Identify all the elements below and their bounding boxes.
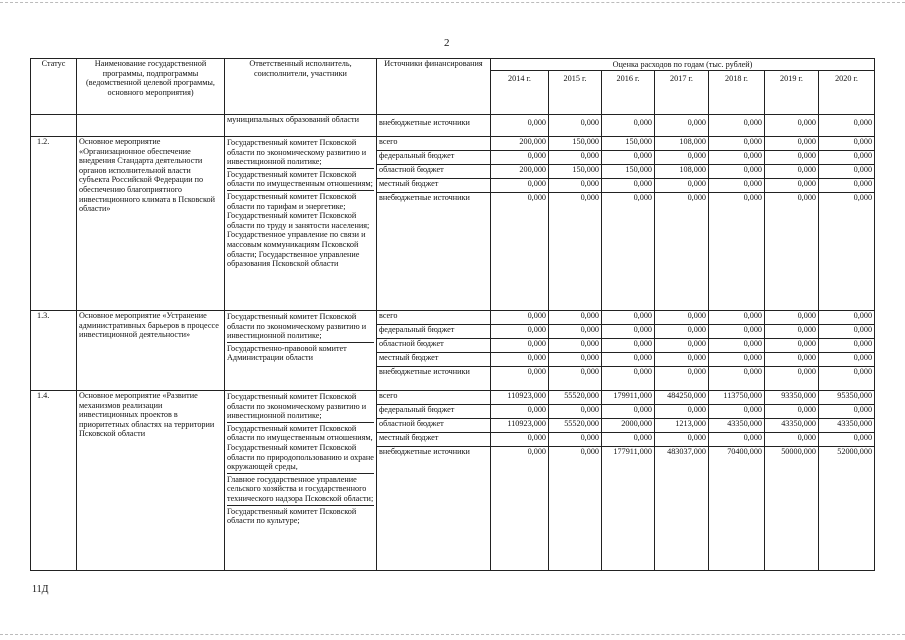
source-cell: внебюджетные источники [377,447,491,571]
value-cell: 200,000 [491,137,549,151]
value-cell: 0,000 [549,339,602,353]
value-cell: 43350,000 [819,419,875,433]
program-name-cell: Основное мероприятие «Развитие механизмов реализации инвестиционных проектов в приоритетных областях на территории Псковской области [77,391,225,571]
value-cell: 0,000 [655,405,709,419]
value-cell: 0,000 [765,367,819,391]
value-cell: 0,000 [765,311,819,325]
executor-entry: Государственный комитет Псковской области по экономическому развитию и инвестиционной политике; [227,391,374,423]
value-cell: 0,000 [602,325,655,339]
value-cell: 55520,000 [549,391,602,405]
value-cell: 0,000 [819,137,875,151]
value-cell: 484250,000 [655,391,709,405]
status-cell: 1.2. [31,137,77,311]
value-cell: 200,000 [491,165,549,179]
header-executor: Ответственный исполнитель, соисполнители, участники [225,59,377,115]
source-cell: федеральный бюджет [377,151,491,165]
source-cell: всего [377,391,491,405]
value-cell: 0,000 [549,447,602,571]
value-cell: 0,000 [765,405,819,419]
value-cell: 0,000 [491,433,549,447]
value-cell: 0,000 [602,339,655,353]
value-cell: 0,000 [655,433,709,447]
value-cell: 0,000 [549,115,602,137]
footer-code: 11Д [32,584,49,595]
value-cell: 0,000 [491,179,549,193]
value-cell: 0,000 [491,353,549,367]
value-cell: 0,000 [709,353,765,367]
value-cell: 0,000 [549,367,602,391]
value-cell: 179911,000 [602,391,655,405]
value-cell: 50000,000 [765,447,819,571]
value-cell: 0,000 [655,353,709,367]
header-status: Статус [31,59,77,115]
value-cell: 0,000 [655,115,709,137]
executor-cell [225,137,377,311]
value-cell: 0,000 [491,193,549,311]
executor-entry: Государственный комитет Псковской области по экономическому развитию и инвестиционной политике; [227,311,374,343]
value-cell: 0,000 [819,367,875,391]
table-row [31,391,875,405]
table-row [31,311,875,325]
value-cell: 150,000 [602,137,655,151]
header-year: 2014 г. [491,71,549,115]
header-year: 2019 г. [765,71,819,115]
source-cell: всего [377,311,491,325]
source-cell: федеральный бюджет [377,405,491,419]
header-year: 2015 г. [549,71,602,115]
header-costs-title: Оценка расходов по годам (тыс. рублей) [491,59,875,71]
value-cell: 0,000 [602,193,655,311]
value-cell: 0,000 [819,165,875,179]
value-cell: 0,000 [709,179,765,193]
value-cell: 52000,000 [819,447,875,571]
value-cell: 0,000 [491,447,549,571]
value-cell: 2000,000 [602,419,655,433]
value-cell: 0,000 [549,353,602,367]
value-cell: 0,000 [549,433,602,447]
value-cell: 0,000 [491,115,549,137]
value-cell: 0,000 [709,137,765,151]
value-cell: 0,000 [602,405,655,419]
value-cell: 0,000 [709,405,765,419]
value-cell: 0,000 [765,339,819,353]
value-cell: 108,000 [655,137,709,151]
source-cell: местный бюджет [377,433,491,447]
executor-entry: Государственный комитет Псковской области по тарифам и энергетике; Государственный комитет Псковской области по труду и занятости населения; Государственное управление по связи и массовым коммуникациям Псковской области; Государственное управление образования Псковской области [227,191,370,269]
value-cell: 0,000 [602,367,655,391]
value-cell: 0,000 [602,179,655,193]
value-cell: 0,000 [765,137,819,151]
value-cell: 0,000 [491,151,549,165]
value-cell: 0,000 [491,339,549,353]
value-cell: 0,000 [549,151,602,165]
value-cell: 0,000 [709,115,765,137]
value-cell: 0,000 [765,165,819,179]
value-cell: 0,000 [709,311,765,325]
value-cell: 0,000 [819,353,875,367]
value-cell: 110923,000 [491,391,549,405]
value-cell: 0,000 [765,353,819,367]
value-cell: 0,000 [549,405,602,419]
source-cell: областной бюджет [377,419,491,433]
value-cell: 0,000 [819,115,875,137]
value-cell: 55520,000 [549,419,602,433]
value-cell: 95350,000 [819,391,875,405]
value-cell: 0,000 [549,311,602,325]
executor-cell [225,391,377,571]
source-cell: внебюджетные источники [377,115,491,137]
executor-entry: Государственный комитет Псковской области по имущественным отношениям, Государственный комитет Псковской области по природопользованию и охране окружающей среды, [227,423,374,474]
value-cell: 1213,000 [655,419,709,433]
header-year: 2020 г. [819,71,875,115]
value-cell: 0,000 [765,115,819,137]
status-cell: 1.4. [31,391,77,571]
value-cell: 0,000 [655,179,709,193]
value-cell: 70400,000 [709,447,765,571]
value-cell: 483037,000 [655,447,709,571]
value-cell: 0,000 [655,311,709,325]
value-cell: 0,000 [709,433,765,447]
value-cell: 0,000 [655,367,709,391]
header-program-name: Наименование государственной программы, подпрограммы (ведомственной целевой программы, основного мероприятия) [77,59,225,115]
value-cell: 0,000 [709,367,765,391]
value-cell: 0,000 [709,325,765,339]
value-cell: 0,000 [602,311,655,325]
value-cell: 0,000 [549,179,602,193]
value-cell: 0,000 [765,325,819,339]
value-cell: 0,000 [491,311,549,325]
value-cell: 0,000 [709,151,765,165]
value-cell: 0,000 [655,193,709,311]
table-row [31,137,875,151]
value-cell: 0,000 [602,151,655,165]
value-cell: 0,000 [655,339,709,353]
source-cell: местный бюджет [377,179,491,193]
value-cell: 0,000 [765,179,819,193]
source-cell: местный бюджет [377,353,491,367]
value-cell: 0,000 [819,405,875,419]
source-cell: всего [377,137,491,151]
value-cell: 0,000 [819,433,875,447]
value-cell: 93350,000 [765,391,819,405]
source-cell: внебюджетные источники [377,193,491,311]
value-cell: 0,000 [819,339,875,353]
value-cell: 110923,000 [491,419,549,433]
program-name-cell: Основное мероприятие «Устранение административных барьеров в процессе инвестиционной деятельности» [77,311,225,391]
value-cell: 0,000 [819,179,875,193]
value-cell: 0,000 [491,325,549,339]
executor-entry: Государственный комитет Псковской области по культуре; [227,506,357,526]
executor-cell: муниципальных образований области [225,115,377,137]
header-year: 2017 г. [655,71,709,115]
source-cell: областной бюджет [377,339,491,353]
table-row-continued [31,115,875,137]
value-cell: 0,000 [709,165,765,179]
value-cell: 0,000 [819,311,875,325]
program-name-cell: Основное мероприятие «Организационное обеспечение внедрения Стандарта деятельности органов исполнительной власти субъекта Российской Федерации по обеспечению благоприятного инвестиционного климата в Псковской области» [77,137,225,311]
value-cell: 43350,000 [765,419,819,433]
value-cell: 177911,000 [602,447,655,571]
value-cell: 0,000 [819,193,875,311]
executor-entry: Государственный комитет Псковской области по экономическому развитию и инвестиционной политике; [227,137,374,169]
source-cell: областной бюджет [377,165,491,179]
value-cell: 0,000 [602,353,655,367]
source-cell: федеральный бюджет [377,325,491,339]
value-cell: 0,000 [709,193,765,311]
value-cell: 43350,000 [709,419,765,433]
value-cell: 0,000 [709,339,765,353]
scan-edge-top [0,2,905,4]
value-cell: 0,000 [765,193,819,311]
executor-entry: Государственно-правовой комитет Администрации области [227,343,347,363]
value-cell: 0,000 [602,115,655,137]
value-cell: 0,000 [819,151,875,165]
header-sources: Источники финансирования [377,59,491,115]
value-cell: 0,000 [765,151,819,165]
status-cell: 1.3. [31,311,77,391]
value-cell: 0,000 [602,433,655,447]
executor-cell [225,311,377,391]
value-cell: 150,000 [549,165,602,179]
header-year: 2016 г. [602,71,655,115]
value-cell: 0,000 [819,325,875,339]
value-cell: 150,000 [549,137,602,151]
value-cell: 0,000 [549,193,602,311]
page-number: 2 [444,37,450,49]
value-cell: 0,000 [491,367,549,391]
expenditure-table [30,58,875,571]
value-cell: 0,000 [655,151,709,165]
value-cell: 0,000 [765,433,819,447]
executor-entry: Государственный комитет Псковской области по имущественным отношениям; [227,169,374,191]
source-cell: внебюджетные источники [377,367,491,391]
value-cell: 150,000 [602,165,655,179]
value-cell: 0,000 [655,325,709,339]
header-year: 2018 г. [709,71,765,115]
scan-edge-bottom [0,634,905,636]
value-cell: 108,000 [655,165,709,179]
value-cell: 0,000 [549,325,602,339]
value-cell: 0,000 [491,405,549,419]
executor-entry: Главное государственное управление сельского хозяйства и государственного технического надзора Псковской области; [227,474,374,506]
value-cell: 113750,000 [709,391,765,405]
